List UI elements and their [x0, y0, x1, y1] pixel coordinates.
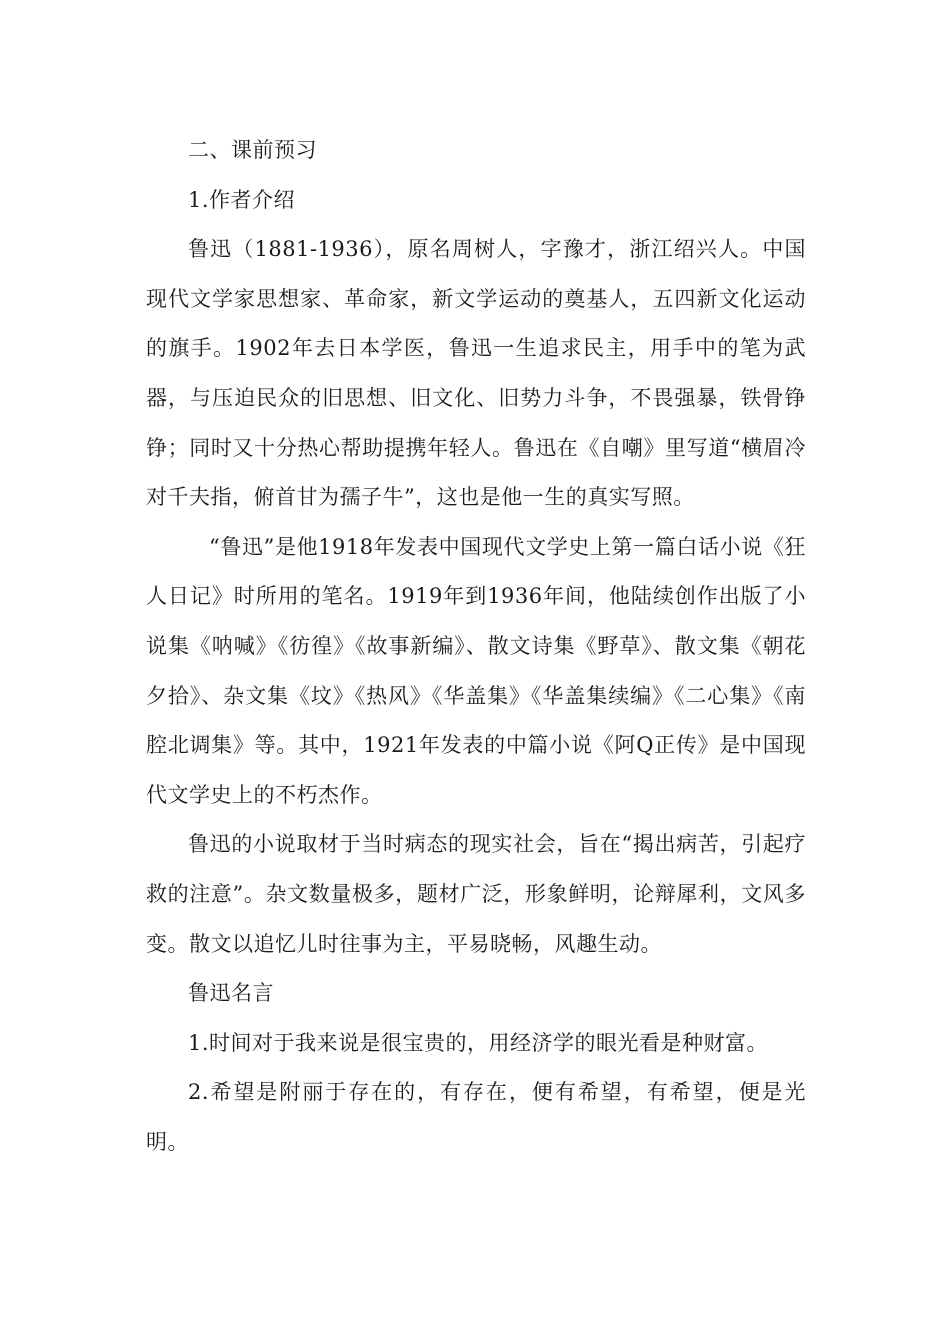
paragraph-works: “鲁迅”是他1918年发表中国现代文学史上第一篇白话小说《狂人日记》时所用的笔名。1919年到1936年间，他陆续创作出版了小说集《呐喊》《彷徨》《故事新编》、散文诗集《野草》、散文集《朝花夕拾》、杂文集《坟》《热风》《华盖集》《华盖集续编》《二心集》《南腔北调集》等。其中，1921年发表的中篇小说《阿Q正传》是中国现代文学史上的不朽杰作。: [146, 534, 806, 807]
quote-item: 1.时间对于我来说是很宝贵的，用经济学的眼光看是种财富。: [188, 1030, 769, 1055]
quote-item: 2.希望是附丽于存在的，有存在，便有希望，有希望，便是光明。: [146, 1080, 806, 1154]
quotes-heading: 鲁迅名言: [188, 981, 274, 1006]
paragraph-style: 鲁迅的小说取材于当时病态的现实社会，旨在“揭出病苦，引起疗救的注意”。杂文数量极多，题材广泛，形象鲜明，论辩犀利，文风多变。散文以追忆儿时往事为主，平易晓畅，风趣生动。: [146, 832, 806, 956]
document-page: [146, 126, 806, 1167]
section-heading: 二、课前预习: [188, 138, 317, 162]
paragraph-biography: 鲁迅（1881-1936），原名周树人，字豫才，浙江绍兴人。中国现代文学家思想家、革命家，新文学运动的奠基人，五四新文化运动的旗手。1902年去日本学医，鲁迅一生追求民主，用手中的笔为武器，与压迫民众的旧思想、旧文化、旧势力斗争，不畏强暴，铁骨铮铮；同时又十分热心帮助提携年轻人。鲁迅在《自嘲》里写道“横眉冷对千夫指，俯首甘为孺子牛”，这也是他一生的真实写照。: [146, 237, 806, 510]
author-intro-heading: 1.作者介绍: [188, 187, 296, 212]
